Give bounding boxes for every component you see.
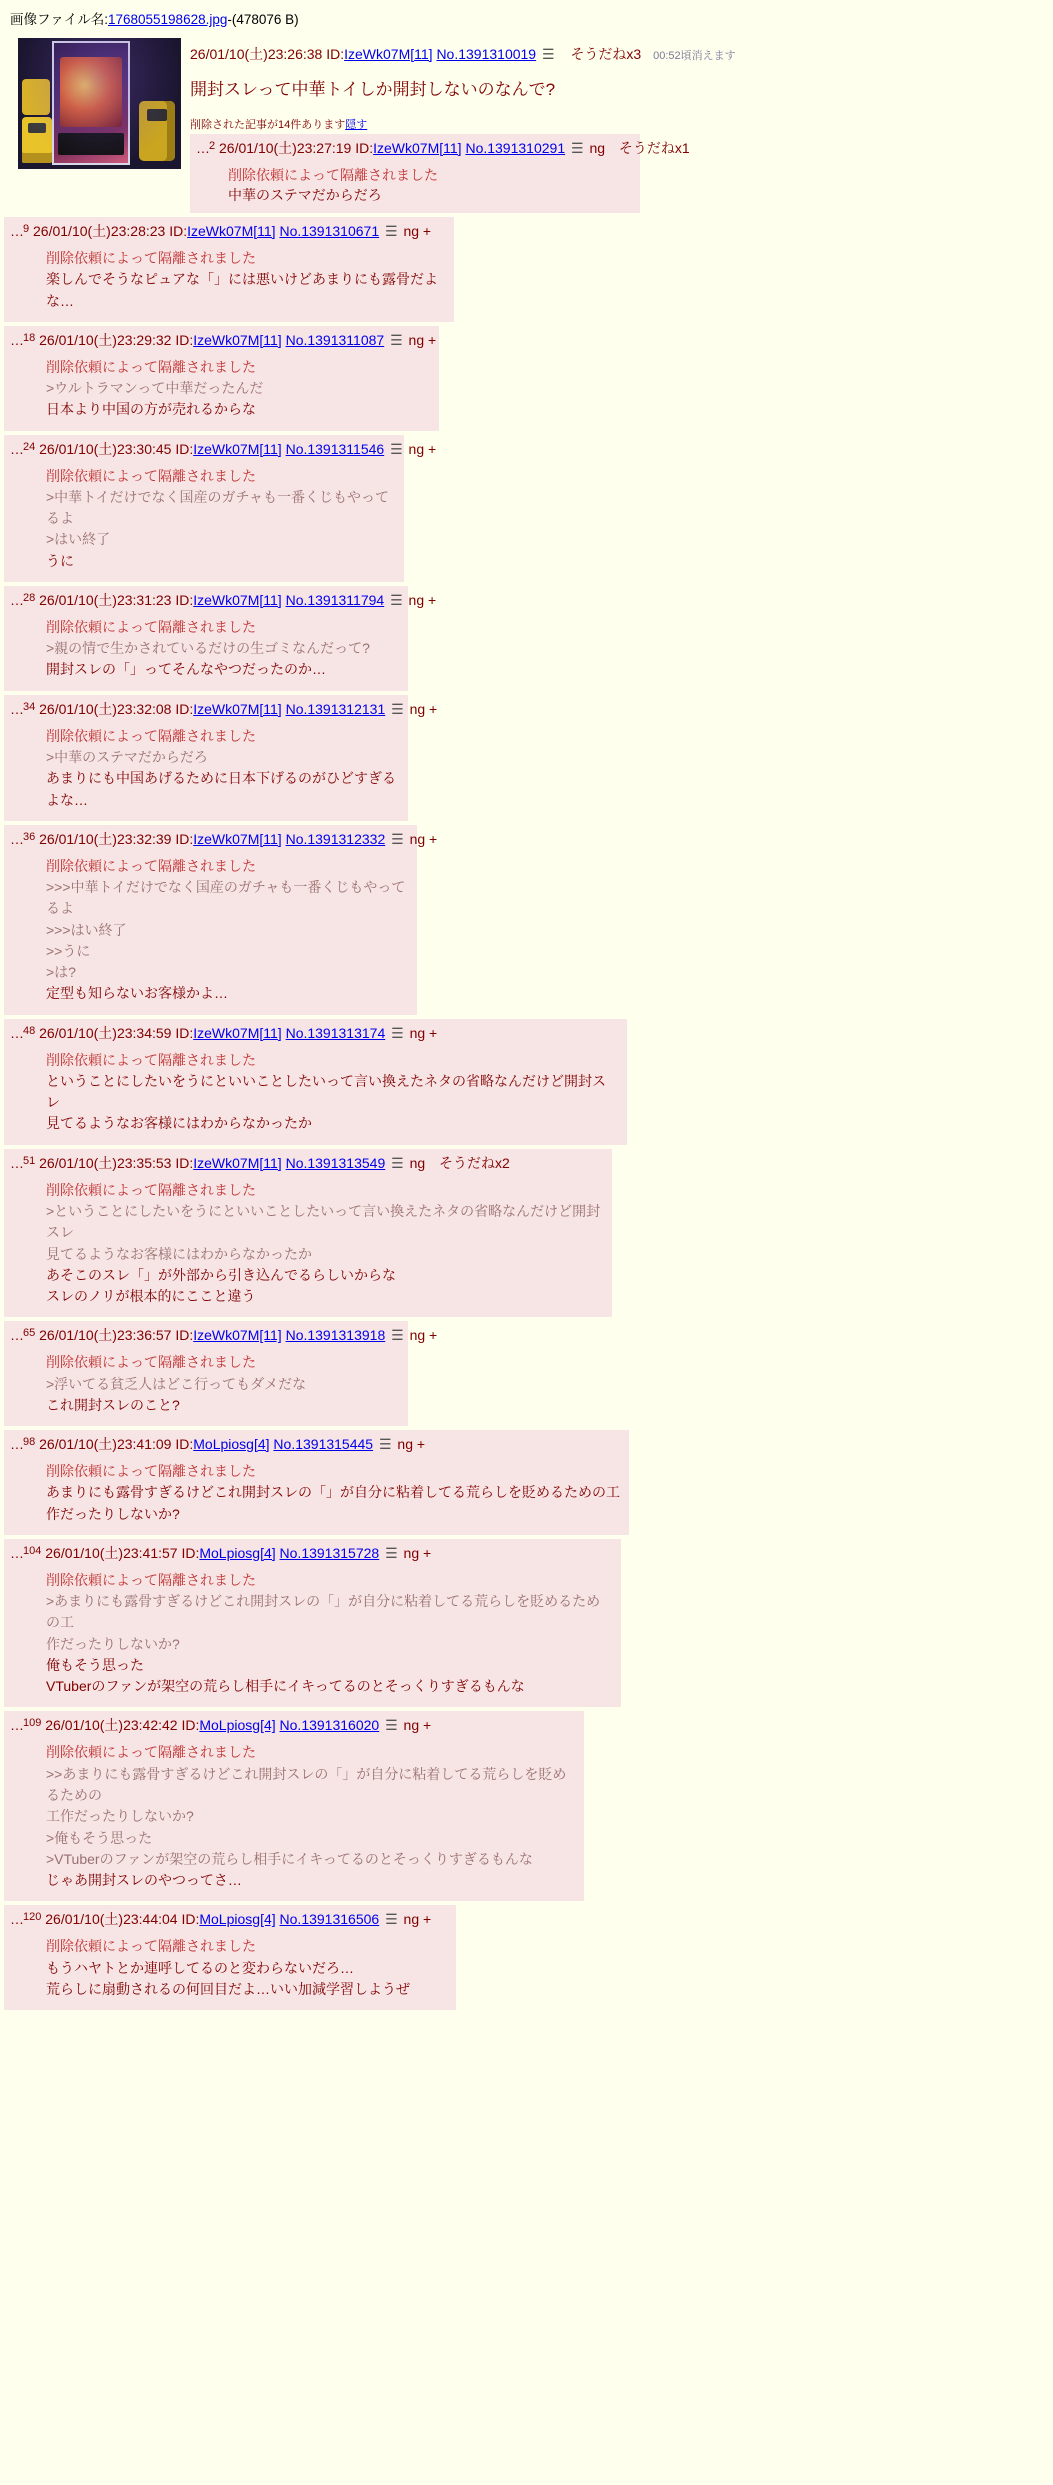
post-timestamp: 26/01/10(土)23:35:53 — [39, 1154, 172, 1171]
post-timestamp: 26/01/10(土)23:41:57 — [45, 1544, 178, 1561]
post-container — [4, 1321, 438, 1426]
post-line: >あまりにも露骨すぎるけどこれ開封スレの「」が自分に粘着してる荒らしを貶めるための工 — [46, 1593, 601, 1631]
post-line: VTuberのファンが架空の荒らし相手にイキってるのとそっくりすぎるもんな — [46, 1678, 525, 1695]
post — [0, 582, 1053, 691]
post-line: >>うに — [46, 942, 91, 959]
op-post — [0, 30, 1053, 213]
ng-button[interactable]: ng — [403, 1544, 420, 1561]
post-res-link[interactable]: No.1391311546 — [285, 440, 385, 457]
expand-button[interactable]: + — [422, 223, 432, 239]
post-timestamp: 26/01/10(土)23:28:23 — [33, 223, 166, 239]
post-line: もうハヤトとか連呼してるのと変わらないだろ… — [46, 1959, 354, 1976]
post-meta — [10, 221, 446, 242]
post — [0, 1901, 1053, 2010]
post-container — [4, 825, 438, 1015]
hamburger-icon[interactable]: ☰ — [390, 591, 403, 608]
post-res-link[interactable]: No.1391313174 — [285, 1024, 386, 1041]
post-container — [4, 586, 437, 691]
post-res-link[interactable]: No.1391316506 — [279, 1911, 380, 1928]
post-meta — [10, 1325, 438, 1346]
post-res-link[interactable]: No.1391312131 — [285, 700, 386, 717]
post-line: 作だったりしないか? — [46, 1635, 180, 1652]
post-timestamp: 26/01/10(土)23:41:09 — [39, 1436, 172, 1453]
post-id-label: ID: — [181, 1911, 200, 1928]
post-line: 見てるようなお客様にはわからなかったか — [46, 1245, 312, 1262]
post-line: あまりにも中国あげるために日本下げるのがひどすぎるよな… — [46, 770, 396, 808]
post-meta — [194, 138, 690, 159]
post-meta — [10, 330, 437, 351]
post-meta — [10, 699, 438, 720]
post-id-label: ID: — [175, 440, 194, 457]
hamburger-icon[interactable]: ☰ — [391, 1154, 404, 1171]
post-res-link[interactable]: No.1391312332 — [285, 830, 386, 847]
post-timestamp: 26/01/10(土)23:44:04 — [45, 1911, 178, 1928]
post-body — [10, 460, 396, 572]
op-res-link[interactable]: No.1391310019 — [436, 46, 537, 62]
post-line: 削除依頼によって隔離されました — [46, 618, 256, 635]
post-number: 104 — [23, 1544, 42, 1557]
hamburger-icon[interactable]: ☰ — [391, 1327, 404, 1344]
post-number: 51 — [23, 1154, 36, 1167]
post-line: >は? — [46, 964, 76, 981]
ng-button[interactable]: ng — [409, 1024, 426, 1041]
post-number: 109 — [23, 1717, 42, 1730]
post-container — [4, 1019, 627, 1145]
hamburger-icon[interactable]: ☰ — [378, 1436, 392, 1453]
post-line: 削除依頼によって隔離されました — [46, 1571, 256, 1588]
post-line: 工作だったりしないか? — [46, 1808, 194, 1825]
post-dots: … — [10, 830, 23, 847]
hamburger-icon[interactable]: ☰ — [541, 46, 555, 62]
post-res-link[interactable]: No.1391315728 — [279, 1544, 380, 1561]
hamburger-icon[interactable]: ☰ — [385, 1717, 398, 1734]
post — [0, 1535, 1053, 1708]
post-line: 荒らしに扇動されるの何回目だよ…いい加減学習しようぜ — [46, 1980, 410, 1997]
hamburger-icon[interactable]: ☰ — [385, 1911, 398, 1928]
post-number: 24 — [23, 440, 36, 453]
post-body — [10, 242, 446, 312]
post-line: >ということにしたいをうにといいことしたいって言い換えたネタの省略なんだけど開封スレ — [46, 1202, 601, 1241]
post-body — [194, 159, 634, 205]
post-container — [4, 1539, 621, 1708]
ng-button[interactable]: ng — [409, 1154, 426, 1171]
post-id-link[interactable]: IzeWk07M[11] — [193, 591, 282, 608]
post-line: 見てるようなお客様にはわからなかったか — [46, 1115, 312, 1132]
post-timestamp: 26/01/10(土)23:31:23 — [39, 591, 172, 608]
hamburger-icon[interactable]: ☰ — [390, 440, 403, 457]
expand-button[interactable]: + — [428, 440, 437, 457]
deleted-notice-toggle[interactable]: 隠す — [345, 119, 368, 131]
post-number: 120 — [23, 1911, 42, 1924]
post-id-link[interactable]: IzeWk07M[11] — [187, 223, 276, 239]
post-id-link[interactable]: IzeWk07M[11] — [193, 1327, 282, 1344]
post-id-link[interactable]: MoLpiosg[4] — [199, 1717, 276, 1734]
post-dots: … — [10, 700, 23, 717]
post — [0, 322, 1053, 431]
post-line: 日本より中国の方が売れるからな — [46, 401, 256, 418]
post-line: 作だったりしないか? — [46, 1505, 180, 1522]
post-timestamp: 26/01/10(土)23:29:32 — [39, 331, 172, 348]
post — [0, 431, 1053, 582]
ng-button[interactable]: ng — [397, 1436, 413, 1453]
post-id-link[interactable]: IzeWk07M[11] — [193, 440, 282, 457]
post-id-label: ID: — [181, 1717, 200, 1734]
post — [0, 1707, 1053, 1901]
post-number: 18 — [23, 331, 36, 344]
hamburger-icon[interactable]: ☰ — [385, 223, 398, 239]
ng-button[interactable]: ng — [409, 830, 426, 847]
post-dots: … — [10, 1154, 23, 1171]
post-line: 削除依頼によって隔離されました — [46, 1051, 256, 1068]
op-meta — [190, 44, 1053, 65]
post-id-label: ID: — [175, 1436, 194, 1453]
post-line: 削除依頼によって隔離されました — [46, 1938, 256, 1955]
post-id-label: ID: — [175, 1327, 194, 1344]
post-nested — [190, 134, 690, 213]
post-meta — [10, 1434, 621, 1455]
hamburger-icon[interactable]: ☰ — [385, 1544, 398, 1561]
post-line: >俺もそう思った — [46, 1829, 153, 1846]
post-container — [4, 326, 439, 431]
post-timestamp: 26/01/10(土)23:32:39 — [39, 830, 172, 847]
post-number: 36 — [23, 830, 36, 843]
post-id-label: ID: — [355, 140, 374, 156]
post-id-link[interactable]: MoLpiosg[4] — [199, 1544, 276, 1561]
post-container — [4, 1430, 629, 1535]
post-number: 34 — [23, 700, 36, 713]
post-body — [10, 1564, 613, 1698]
post-line: >浮いてる貧乏人はどこ行ってもダメだな — [46, 1375, 307, 1392]
hamburger-icon[interactable]: ☰ — [391, 1024, 404, 1041]
post — [0, 1426, 1053, 1535]
op-id-label: ID: — [326, 46, 345, 62]
sodane-button[interactable]: そうだねx1 — [618, 140, 690, 156]
post-body — [10, 1174, 604, 1308]
post-id-label: ID: — [169, 223, 188, 239]
post-body — [10, 1930, 448, 2000]
post-timestamp: 26/01/10(土)23:34:59 — [39, 1024, 172, 1041]
expand-button[interactable]: + — [423, 1544, 432, 1561]
ng-button[interactable]: ng — [408, 440, 425, 457]
post-id-link[interactable]: IzeWk07M[11] — [193, 830, 282, 847]
file-label: 画像ファイル名: — [10, 12, 108, 27]
post-body — [10, 351, 431, 421]
post-id-label: ID: — [175, 830, 194, 847]
expand-button[interactable]: + — [416, 1436, 426, 1453]
post-meta — [10, 829, 438, 850]
post-line: ということにしたいをうにといいことしたいって言い換えたネタの省略なんだけど開封スレ — [46, 1072, 606, 1111]
op-sodane-button[interactable]: そうだねx3 — [570, 46, 642, 62]
post — [0, 1145, 1053, 1318]
post-line: うに — [46, 552, 74, 569]
post — [0, 691, 1053, 821]
expand-button[interactable]: + — [423, 1717, 432, 1734]
post-dots: … — [10, 223, 23, 239]
post-id-label: ID: — [181, 1544, 200, 1561]
post-id-link[interactable]: MoLpiosg[4] — [199, 1911, 276, 1928]
post-line: >親の情で生かされているだけの生ゴミなんだって? — [46, 640, 370, 657]
post-line: >はい終了 — [46, 531, 111, 548]
post-body — [10, 1455, 621, 1525]
post-line: これ開封スレのこと? — [46, 1396, 180, 1413]
post-dots: … — [10, 440, 23, 457]
post-timestamp: 26/01/10(土)23:42:42 — [45, 1717, 178, 1734]
op-meta-row — [190, 30, 1053, 65]
ng-button[interactable]: ng — [403, 1911, 420, 1928]
post-line: >>>中華トイだけでなく国産のガチャも一番くじもやってるよ — [46, 879, 406, 917]
file-link[interactable]: 1768055198628.jpg — [107, 12, 228, 27]
post-line: >ウルトラマンって中華だったんだ — [46, 380, 264, 397]
post-id-link[interactable]: IzeWk07M[11] — [193, 1154, 282, 1171]
op-delete-countdown: 00:52頃消えます — [653, 50, 736, 62]
post-dots: … — [196, 140, 209, 156]
post-container — [4, 1905, 456, 2010]
post-meta — [10, 1153, 604, 1174]
post-body — [10, 1044, 619, 1135]
post-body — [10, 1346, 400, 1416]
post-dots: … — [10, 591, 23, 608]
hamburger-icon[interactable]: ☰ — [391, 700, 404, 717]
post-id-label: ID: — [175, 1024, 194, 1041]
post-timestamp: 26/01/10(土)23:36:57 — [39, 1327, 172, 1344]
post-body — [10, 720, 400, 811]
post-line: >VTuberのファンが架空の荒らし相手にイキってるのとそっくりすぎるもんな — [46, 1850, 533, 1867]
sodane-button[interactable]: そうだねx2 — [439, 1154, 510, 1171]
post-res-link[interactable]: No.1391310291 — [465, 140, 566, 156]
post-line: 削除依頼によって隔離されました — [46, 467, 256, 484]
hamburger-icon[interactable]: ☰ — [390, 331, 403, 348]
post-timestamp: 26/01/10(土)23:32:08 — [39, 700, 172, 717]
post-container — [4, 435, 437, 582]
post-meta — [10, 1715, 576, 1736]
hamburger-icon[interactable]: ☰ — [391, 830, 404, 847]
post — [0, 213, 1053, 322]
post-line: じゃあ開封スレのやつってさ… — [46, 1872, 242, 1889]
ng-button[interactable]: ng — [403, 223, 420, 239]
post-res-link[interactable]: No.1391316020 — [279, 1717, 380, 1734]
post-res-link[interactable]: No.1391313549 — [285, 1154, 386, 1171]
post-line: 削除依頼によって隔離されました — [46, 250, 256, 266]
post-dots: … — [10, 1544, 23, 1561]
post-line: あまりにも露骨すぎるけどこれ開封スレの「」が自分に粘着してる荒らしを貶めるための工 — [46, 1484, 620, 1501]
op-id-link[interactable]: IzeWk07M[11] — [344, 46, 433, 62]
post-line: あそこのスレ「」が外部から引き込んでるらしいからな — [46, 1266, 396, 1283]
expand-button[interactable]: + — [428, 591, 437, 608]
post-res-link[interactable]: No.1391310671 — [279, 223, 380, 239]
file-header — [0, 6, 1053, 30]
post-line: >>>はい終了 — [46, 921, 127, 938]
post-line: 中華のステマだからだろ — [228, 187, 382, 203]
post-line: 俺もそう思った — [46, 1656, 144, 1673]
post-number: 98 — [23, 1436, 36, 1449]
ng-button[interactable]: ng — [409, 1327, 426, 1344]
deleted-notice — [190, 104, 1053, 132]
file-size: -(478076 B) — [227, 12, 299, 27]
expand-button[interactable]: + — [429, 1327, 438, 1344]
post-dots: … — [10, 1327, 23, 1344]
expand-button[interactable]: + — [428, 331, 437, 348]
post-container — [4, 695, 438, 821]
ng-button[interactable]: ng — [589, 140, 606, 156]
post-line: スレのノリが根本的にここと違う — [46, 1288, 256, 1305]
post-id-link[interactable]: MoLpiosg[4] — [193, 1436, 270, 1453]
post — [0, 1317, 1053, 1426]
expand-button[interactable]: + — [429, 830, 438, 847]
ng-button[interactable]: ng — [408, 331, 425, 348]
expand-button[interactable]: + — [423, 1911, 432, 1928]
post-line: >中華のステマだからだろ — [46, 748, 208, 765]
post-list — [0, 213, 1053, 2010]
post-line: 削除依頼によって隔離されました — [228, 167, 438, 183]
post-line: 削除依頼によって隔離されました — [46, 727, 256, 744]
post-dots: … — [10, 1717, 23, 1734]
post-body — [10, 1736, 576, 1891]
post-id-label: ID: — [175, 591, 194, 608]
post-meta — [10, 439, 437, 460]
post-line: 削除依頼によって隔離されました — [46, 1744, 256, 1761]
post-number: 2 — [209, 140, 216, 152]
post-dots: … — [10, 331, 23, 348]
post-meta — [10, 1909, 448, 1930]
post-line: 削除依頼によって隔離されました — [46, 1181, 256, 1198]
post-id-link[interactable]: IzeWk07M[11] — [193, 331, 282, 348]
post-dots: … — [10, 1436, 23, 1453]
post-line: 削除依頼によって隔離されました — [46, 358, 256, 375]
post-line: >>あまりにも露骨すぎるけどこれ開封スレの「」が自分に粘着してる荒らしを貶めるための — [46, 1765, 567, 1804]
post-number: 48 — [23, 1024, 36, 1037]
post-timestamp: 26/01/10(土)23:30:45 — [39, 440, 172, 457]
post-body — [10, 850, 409, 1005]
post-res-link[interactable]: No.1391311087 — [285, 331, 385, 348]
post-container — [4, 217, 454, 322]
post-id-link[interactable]: IzeWk07M[11] — [193, 700, 282, 717]
op-title: 開封スレって中華トイしか開封しないのなんで? — [190, 80, 556, 99]
post-number: 65 — [23, 1327, 36, 1340]
hamburger-icon[interactable]: ☰ — [571, 140, 584, 156]
post-dots: … — [10, 1911, 23, 1928]
post-line: >中華トイだけでなく国産のガチャも一番くじもやってるよ — [46, 488, 390, 527]
expand-button[interactable]: + — [429, 1024, 438, 1041]
op-timestamp: 26/01/10(土)23:26:38 — [190, 46, 323, 62]
deleted-notice-text: 削除された記事が14件あります — [190, 119, 346, 131]
thumbnail-image[interactable] — [18, 38, 181, 169]
post-res-link[interactable]: No.1391315445 — [273, 1436, 374, 1453]
post-res-link[interactable]: No.1391311794 — [285, 591, 385, 608]
post-line: 定型も知らないお客様かよ… — [46, 985, 228, 1002]
post-body — [10, 611, 400, 681]
post-line: 楽しんでそうなピュアな「」には悪いけどあまりにも露骨だよな… — [46, 271, 438, 309]
post-line: 削除依頼によって隔離されました — [46, 1463, 256, 1480]
ng-button[interactable]: ng — [409, 700, 426, 717]
post-res-link[interactable]: No.1391313918 — [285, 1327, 386, 1344]
expand-button[interactable]: + — [429, 700, 438, 717]
post-line: 削除依頼によって隔離されました — [46, 1354, 256, 1371]
post-number: 9 — [23, 223, 30, 235]
post — [0, 821, 1053, 1015]
post-meta — [10, 590, 437, 611]
post-dots: … — [10, 1024, 23, 1041]
ng-button[interactable]: ng — [403, 1717, 420, 1734]
post-timestamp: 26/01/10(土)23:27:19 — [219, 140, 352, 156]
post-container — [4, 1149, 612, 1318]
post — [0, 1015, 1053, 1145]
post-id-label: ID: — [175, 1154, 194, 1171]
post-meta — [10, 1543, 613, 1564]
post-id-link[interactable]: IzeWk07M[11] — [193, 1024, 282, 1041]
post-line: 削除依頼によって隔離されました — [46, 857, 256, 874]
post-container — [4, 1711, 584, 1901]
ng-button[interactable]: ng — [408, 591, 425, 608]
post-meta — [10, 1023, 619, 1044]
post-id-link[interactable]: IzeWk07M[11] — [373, 140, 462, 156]
post-id-label: ID: — [175, 700, 194, 717]
post-number: 28 — [23, 591, 36, 604]
post-line: 開封スレの「」ってそんなやつだったのか… — [46, 661, 326, 678]
post-id-label: ID: — [175, 331, 194, 348]
